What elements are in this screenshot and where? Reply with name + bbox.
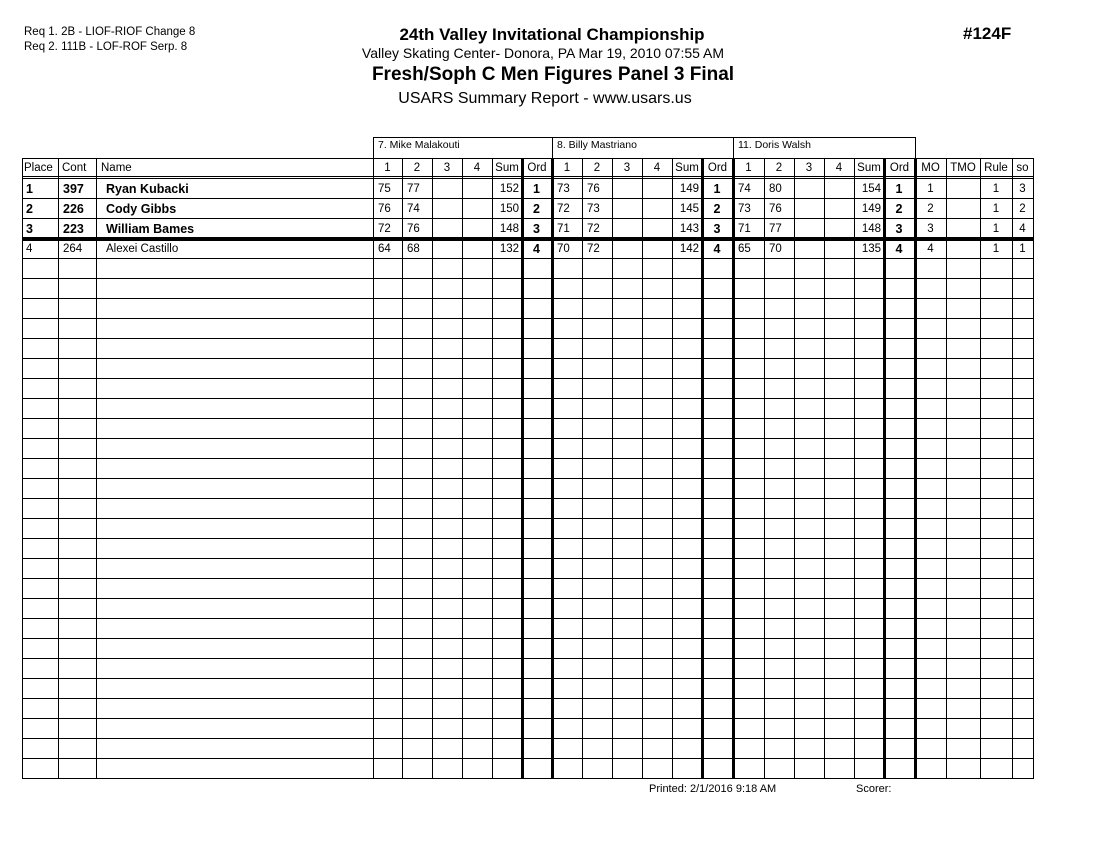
- judge-name-2: 8. Billy Mastriano: [557, 139, 637, 151]
- cell-rule: 1: [992, 183, 1000, 195]
- cell-sum: 142: [679, 243, 699, 255]
- cell-score: 77: [769, 223, 782, 235]
- cell-score: [432, 199, 462, 219]
- cell-rule: 1: [992, 223, 1000, 235]
- cell-mo: 4: [927, 243, 934, 255]
- cell-score: [612, 179, 642, 199]
- cell-ordinal: 4: [895, 242, 903, 256]
- cell-score: [824, 219, 854, 239]
- cell-score: 74: [407, 203, 420, 215]
- cell-tmo: [946, 199, 980, 219]
- cell-sum: 150: [499, 203, 519, 215]
- cell-name: Alexei Castillo: [106, 243, 179, 255]
- cell-score: [432, 239, 462, 259]
- cell-score: 72: [378, 223, 391, 235]
- cell-score: [642, 239, 672, 259]
- column-header-so: so: [1016, 162, 1029, 174]
- cell-ordinal: 3: [895, 222, 903, 236]
- cell-score: [642, 179, 672, 199]
- cell-score: 76: [769, 203, 782, 215]
- cell-score: 72: [587, 243, 600, 255]
- cell-place: 1: [26, 182, 33, 196]
- cell-place: 2: [26, 202, 33, 216]
- cell-score: 70: [557, 243, 570, 255]
- cell-score: 70: [769, 243, 782, 255]
- column-header-judge2-sum: Sum: [675, 162, 699, 174]
- printed-timestamp: Printed: 2/1/2016 9:18 AM: [649, 783, 777, 795]
- column-header-judge2-1: 1: [563, 162, 571, 174]
- judge-name-1: 7. Mike Malakouti: [378, 139, 460, 151]
- cell-score: [642, 219, 672, 239]
- cell-ordinal: 2: [533, 202, 540, 216]
- cell-score: [794, 239, 824, 259]
- cell-score: [794, 219, 824, 239]
- cell-score: 76: [587, 183, 600, 195]
- cell-sum: 149: [679, 183, 699, 195]
- cell-score: 72: [557, 203, 570, 215]
- cell-score: [794, 179, 824, 199]
- cell-score: 72: [587, 223, 600, 235]
- cell-sum: 135: [861, 243, 881, 255]
- report-title: USARS Summary Report - www.usars.us: [398, 90, 692, 107]
- cell-sum: 145: [679, 203, 699, 215]
- cell-sum: 152: [499, 183, 519, 195]
- cell-ordinal: 3: [713, 222, 721, 236]
- cell-score: 68: [407, 243, 420, 255]
- column-header-judge2-3: 3: [623, 162, 631, 174]
- cell-tmo: [946, 239, 980, 259]
- column-header-judge3-1: 1: [745, 162, 752, 174]
- cell-sum: 154: [861, 183, 881, 195]
- column-header-judge2-ord: Ord: [707, 162, 728, 174]
- cell-tmo: [946, 179, 980, 199]
- cell-score: 64: [378, 243, 391, 255]
- cell-score: [824, 179, 854, 199]
- cell-score: 76: [407, 223, 420, 235]
- cell-score: 80: [769, 183, 782, 195]
- cell-ordinal: 4: [533, 242, 540, 256]
- judge-header-right-border: [915, 137, 916, 158]
- column-header-tmo: TMO: [950, 162, 976, 174]
- cell-score: [794, 199, 824, 219]
- cell-rule: 1: [992, 203, 1000, 215]
- column-header-judge1-ord: Ord: [527, 162, 547, 174]
- cell-name: William Bames: [106, 222, 195, 236]
- judge-name-3: 11. Doris Walsh: [738, 139, 811, 151]
- cell-rule: 1: [992, 243, 1000, 255]
- cell-score: [824, 239, 854, 259]
- event-number: #124F: [963, 24, 1012, 43]
- column-header-judge1-sum: Sum: [495, 162, 519, 174]
- cell-so: 3: [1019, 183, 1026, 195]
- cell-name: Cody Gibbs: [106, 202, 177, 216]
- judge-header-left-border: [733, 137, 734, 158]
- cell-score: 65: [738, 243, 751, 255]
- cell-score: [462, 179, 492, 199]
- cell-sum: 148: [861, 223, 881, 235]
- requirement-1: Req 1. 2B - LIOF-RIOF Change 8: [24, 26, 196, 38]
- column-header-place: Place: [24, 162, 53, 174]
- column-header-judge2-4: 4: [653, 162, 661, 174]
- cell-ordinal: 3: [533, 222, 540, 236]
- cell-ordinal: 1: [533, 182, 540, 196]
- column-border: [1033, 158, 1034, 779]
- judge-header-left-border: [552, 137, 553, 158]
- cell-score: [432, 219, 462, 239]
- cell-cont: 223: [63, 222, 84, 236]
- column-header-name: Name: [101, 162, 132, 174]
- cell-place: 3: [26, 222, 33, 236]
- column-header-judge2-2: 2: [593, 162, 601, 174]
- column-header-cont: Cont: [62, 162, 87, 174]
- cell-score: [612, 239, 642, 259]
- cell-score: [462, 219, 492, 239]
- cell-tmo: [946, 219, 980, 239]
- venue-date: Valley Skating Center- Donora, PA Mar 19, 2010 07:55 AM: [361, 45, 725, 61]
- judge-header-left-border: [373, 137, 374, 158]
- cell-ordinal: 2: [713, 202, 721, 216]
- cell-cont: 264: [63, 243, 83, 255]
- column-header-rule: Rule: [984, 162, 1008, 174]
- competition-title: 24th Valley Invitational Championship: [399, 25, 705, 44]
- cell-sum: 143: [679, 223, 699, 235]
- event-title: Fresh/Soph C Men Figures Panel 3 Final: [371, 64, 735, 85]
- cell-score: 73: [587, 203, 600, 215]
- cell-ordinal: 1: [713, 182, 721, 196]
- column-header-judge1-4: 4: [473, 162, 481, 174]
- column-header-mo: MO: [921, 162, 940, 174]
- cell-score: 76: [378, 203, 391, 215]
- cell-score: 71: [738, 223, 751, 235]
- cell-mo: 2: [927, 203, 934, 215]
- cell-score: [462, 199, 492, 219]
- cell-ordinal: 4: [713, 242, 721, 256]
- cell-score: 71: [557, 223, 570, 235]
- cell-sum: 149: [861, 203, 881, 215]
- cell-score: 73: [557, 183, 570, 195]
- cell-mo: 3: [927, 223, 934, 235]
- cell-score: 75: [378, 183, 391, 195]
- cell-cont: 226: [63, 202, 84, 216]
- scorer-label: Scorer:: [856, 783, 892, 795]
- cell-score: [642, 199, 672, 219]
- cell-sum: 148: [499, 223, 519, 235]
- column-header-judge3-3: 3: [805, 162, 813, 174]
- cell-score: 77: [407, 183, 420, 195]
- cell-so: 1: [1019, 243, 1026, 255]
- cell-score: [432, 179, 462, 199]
- cell-score: [612, 219, 642, 239]
- column-header-judge3-ord: Ord: [889, 162, 910, 174]
- column-header-judge3-2: 2: [775, 162, 783, 174]
- column-header-judge1-2: 2: [413, 162, 421, 174]
- cell-cont: 397: [63, 182, 84, 196]
- cell-mo: 1: [927, 183, 934, 195]
- cell-score: [612, 199, 642, 219]
- cell-score: [824, 199, 854, 219]
- cell-ordinal: 1: [895, 182, 903, 196]
- column-header-judge1-1: 1: [384, 162, 391, 174]
- cell-sum: 132: [499, 243, 519, 255]
- column-header-judge3-sum: Sum: [857, 162, 881, 174]
- cell-ordinal: 2: [895, 202, 903, 216]
- requirement-2: Req 2. 111B - LOF-ROF Serp. 8: [24, 41, 188, 53]
- cell-so: 2: [1019, 203, 1026, 215]
- cell-name: Ryan Kubacki: [106, 182, 189, 196]
- column-header-judge1-3: 3: [443, 162, 451, 174]
- cell-score: 73: [738, 203, 751, 215]
- cell-so: 4: [1019, 223, 1026, 235]
- column-header-judge3-4: 4: [835, 162, 843, 174]
- cell-score: [462, 239, 492, 259]
- cell-score: 74: [738, 183, 751, 195]
- cell-place: 4: [26, 243, 33, 255]
